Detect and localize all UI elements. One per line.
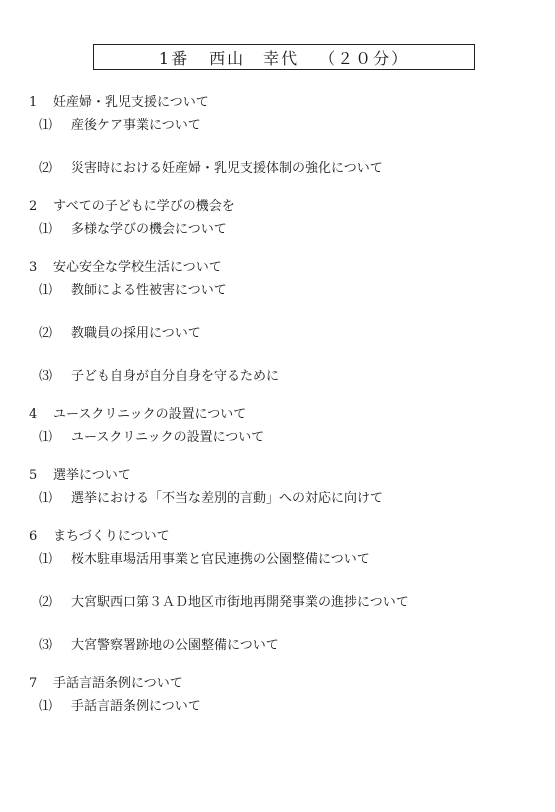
sub-item-text: 大宮駅西口第３ＡＤ地区市街地再開発事業の進捗について <box>71 595 409 610</box>
sub-item <box>39 551 539 569</box>
sub-item-list <box>29 490 539 508</box>
section-5 <box>29 467 539 508</box>
sub-item-text: 教職員の採用について <box>71 326 201 341</box>
section-title: すべての子どもに学びの機会を <box>53 199 235 214</box>
sub-item <box>39 160 539 178</box>
speaker-number: 1番 <box>158 48 190 68</box>
sub-item-mark: ⑵ <box>39 326 53 341</box>
section-6 <box>29 528 539 655</box>
section-3 <box>29 259 539 386</box>
speaker-name: 西山 幸代 <box>209 48 300 68</box>
section-number: 7 <box>29 676 38 691</box>
section-number: 5 <box>29 468 38 483</box>
section-title: まちづくりについて <box>53 529 170 544</box>
sub-item-list <box>29 551 539 655</box>
section-heading <box>29 406 539 424</box>
section-title: 手話言語条例について <box>53 676 183 691</box>
section-heading <box>29 675 539 693</box>
sub-item-mark: ⑶ <box>39 638 53 653</box>
sub-item-mark: ⑶ <box>39 369 53 384</box>
section-number: 3 <box>29 260 38 275</box>
section-number: 2 <box>29 199 38 214</box>
sub-item-list <box>29 117 539 178</box>
section-title: 選挙について <box>53 468 131 483</box>
sub-item <box>39 429 539 447</box>
sub-item-mark: ⑴ <box>39 699 53 714</box>
sub-item-mark: ⑴ <box>39 491 53 506</box>
section-heading <box>29 528 539 546</box>
sub-item-text: 多様な学びの機会について <box>71 222 227 237</box>
section-title: 安心安全な学校生活について <box>53 260 222 275</box>
section-number: 4 <box>29 407 38 422</box>
speaking-duration: （２０分） <box>319 48 410 68</box>
sub-item-list <box>29 429 539 447</box>
sub-item <box>39 490 539 508</box>
sub-item <box>39 221 539 239</box>
sub-item-text: 教師による性被害について <box>71 283 227 298</box>
sub-item-mark: ⑵ <box>39 161 53 176</box>
sub-item <box>39 637 539 655</box>
section-heading <box>29 467 539 485</box>
sub-item-list <box>29 698 539 716</box>
section-number: 1 <box>29 95 38 110</box>
sub-item-text: 大宮警察署跡地の公園整備について <box>71 638 279 653</box>
sub-item-mark: ⑴ <box>39 118 53 133</box>
section-1 <box>29 94 539 178</box>
sub-item-mark: ⑴ <box>39 283 53 298</box>
sub-item-mark: ⑴ <box>39 222 53 237</box>
sub-item <box>39 325 539 343</box>
sub-item <box>39 117 539 135</box>
section-heading <box>29 198 539 216</box>
section-4 <box>29 406 539 447</box>
sub-item <box>39 368 539 386</box>
sub-item-mark: ⑴ <box>39 430 53 445</box>
section-number: 6 <box>29 529 38 544</box>
sub-item-text: 子ども自身が自分自身を守るために <box>71 369 280 384</box>
sub-item <box>39 282 539 300</box>
sub-item-text: 桜木駐車場活用事業と官民連携の公園整備について <box>71 552 370 567</box>
section-title: 妊産婦・乳児支援について <box>53 95 209 110</box>
sub-item <box>39 698 539 716</box>
sub-item <box>39 594 539 612</box>
sub-item-list <box>29 221 539 239</box>
sub-item-text: ユースクリニックの設置について <box>71 430 265 445</box>
sub-item-text: 産後ケア事業について <box>71 118 201 133</box>
sub-item-text: 手話言語条例について <box>71 699 201 714</box>
speaker-title-box <box>93 44 475 70</box>
sub-item-list <box>29 282 539 386</box>
section-heading <box>29 259 539 277</box>
sub-item-mark: ⑵ <box>39 595 53 610</box>
section-heading <box>29 94 539 112</box>
section-2 <box>29 198 539 239</box>
question-list <box>29 94 539 736</box>
sub-item-text: 災害時における妊産婦・乳児支援体制の強化について <box>71 161 383 176</box>
sub-item-mark: ⑴ <box>39 552 53 567</box>
section-7 <box>29 675 539 716</box>
sub-item-text: 選挙における「不当な差別的言動」への対応に向けて <box>71 491 384 506</box>
section-title: ユースクリニックの設置について <box>53 407 247 422</box>
